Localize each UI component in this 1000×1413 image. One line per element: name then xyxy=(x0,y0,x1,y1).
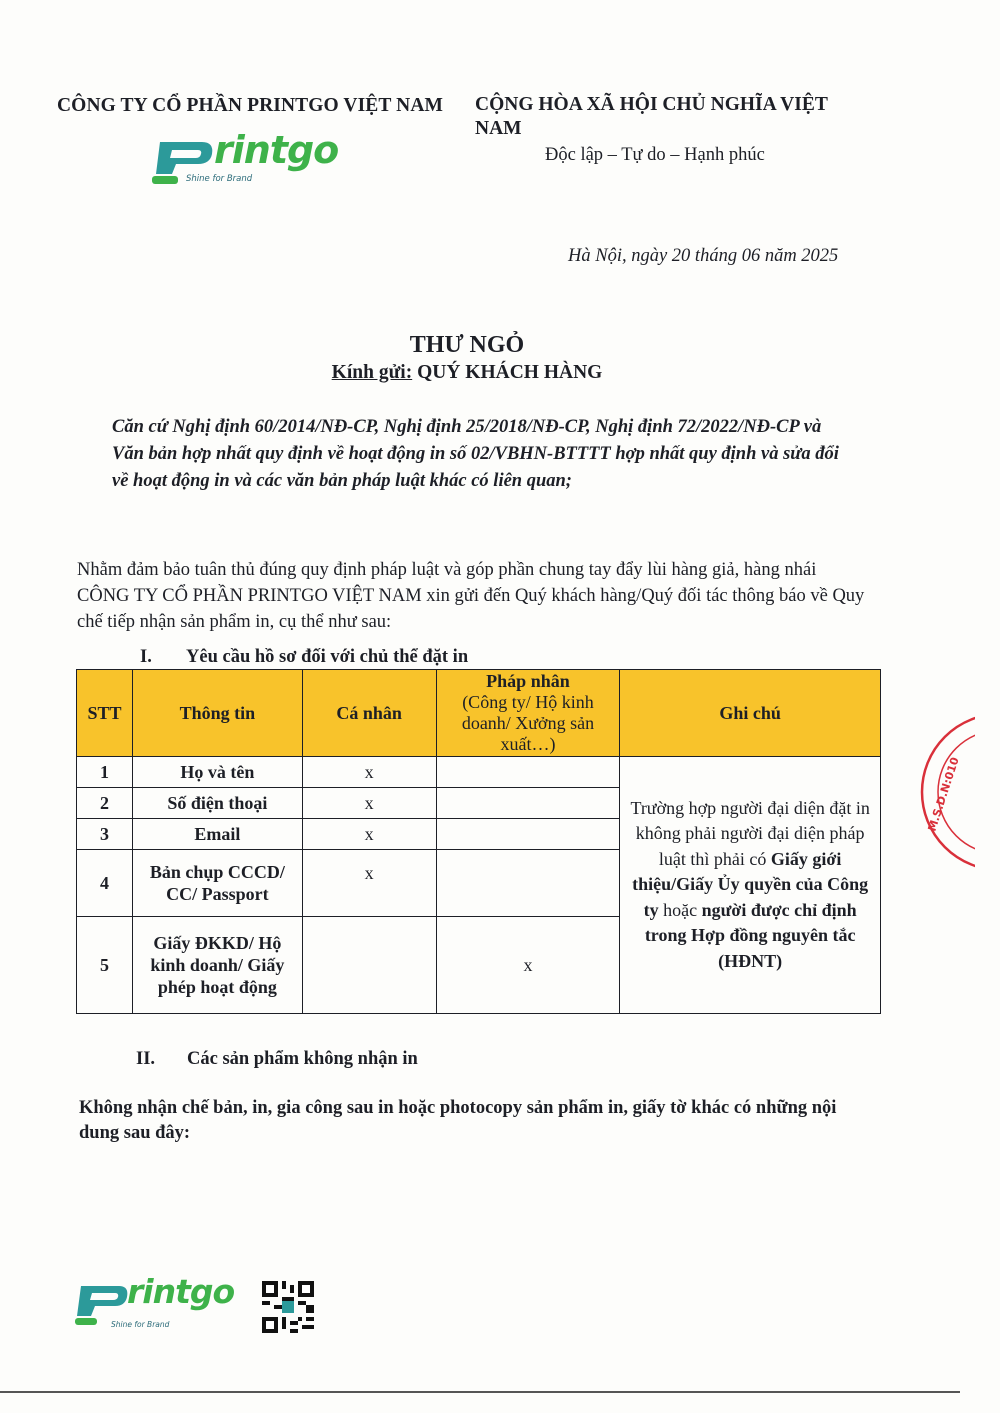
footer-logo-brand: rintgo xyxy=(127,1272,235,1311)
logo-tagline: Shine for Brand xyxy=(186,174,253,184)
row-individual: x xyxy=(302,819,436,850)
header-legal-entity xyxy=(436,670,620,757)
note-part-3: hoặc xyxy=(663,899,698,920)
company-name: CÔNG TY CỔ PHẦN PRINTGO VIỆT NAM xyxy=(57,95,444,116)
qr-code xyxy=(262,1281,314,1333)
header-info: Thông tin xyxy=(132,670,302,757)
section-2-number: II. xyxy=(136,1049,156,1069)
table-row xyxy=(77,757,881,788)
row-stt: 4 xyxy=(77,850,133,917)
printgo-logo xyxy=(152,128,367,190)
row-individual xyxy=(302,917,436,1014)
stamp-text: M.S.D.N:010 xyxy=(925,755,962,833)
row-legal-entity xyxy=(436,788,620,819)
section-2-title: Các sản phẩm không nhận in xyxy=(187,1049,418,1069)
row-stt: 1 xyxy=(77,757,133,788)
recipient-label: Kính gửi: xyxy=(331,362,413,383)
requirements-table xyxy=(76,669,881,1014)
note-part-4: người được chỉ định trong Hợp đồng nguyên tắc (HĐNT) xyxy=(644,899,857,971)
note-part-1: Trường hợp người đại diện đặt in không phải người đại diện pháp luật thì phải có xyxy=(630,797,870,869)
header-legal-entity-sub: (Công ty/ Hộ kinh doanh/ Xưởng sản xuất…) xyxy=(461,692,595,754)
row-legal-entity xyxy=(436,757,620,788)
row-legal-entity: x xyxy=(436,917,620,1014)
header-individual: Cá nhân xyxy=(302,670,436,757)
national-motto: Độc lập – Tự do – Hạnh phúc xyxy=(545,145,765,165)
section-1-number: I. xyxy=(140,647,152,667)
row-individual: x xyxy=(302,788,436,819)
footer-divider xyxy=(0,1391,960,1393)
header-legal-entity-title: Pháp nhân xyxy=(486,671,570,691)
row-info: Họ và tên xyxy=(132,757,302,788)
section-2-heading xyxy=(136,1049,418,1070)
row-info: Email xyxy=(132,819,302,850)
letter-date: Hà Nội, ngày 20 tháng 06 năm 2025 xyxy=(568,246,839,266)
footer-logo xyxy=(75,1272,255,1334)
row-info: Giấy ĐKKD/ Hộ kinh doanh/ Giấy phép hoạt động xyxy=(132,917,302,1014)
row-individual: x xyxy=(302,757,436,788)
intro-paragraph: Nhằm đảm bảo tuân thủ đúng quy định pháp luật và góp phần chung tay đẩy lùi hàng giả, hàng nhái CÔNG TY CỔ PHẦN PRINTGO VIỆT NAM xin gửi đến Quý khách hàng/Quý đối tác thông báo về Quy chế tiếp nhận sản phẩm in, cụ thể như sau: xyxy=(77,560,865,632)
letter-title: THƯ NGỎ xyxy=(409,332,525,358)
logo-brand-text: rintgo xyxy=(214,128,339,172)
stamp-seal xyxy=(915,712,975,882)
company-stamp xyxy=(915,712,975,882)
legal-basis: Căn cứ Nghị định 60/2014/NĐ-CP, Nghị định 25/2018/NĐ-CP, Nghị định 72/2022/NĐ-CP và Văn bản hợp nhất quy định về hoạt động in số 02/VBHN-BTTTT hợp nhất quy định và sửa đổi về hoạt động in và các văn bản pháp luật khác có liên quan; xyxy=(112,417,839,491)
row-info: Bản chụp CCCD/ CC/ Passport xyxy=(132,850,302,917)
recipient-line xyxy=(0,362,934,384)
row-individual: x xyxy=(302,850,436,917)
footer-logo-tagline: Shine for Brand xyxy=(111,1320,170,1329)
section-1-title: Yêu cầu hồ sơ đối với chủ thể đặt in xyxy=(186,647,469,667)
republic-heading: CỘNG HÒA XÃ HỘI CHỦ NGHĨA VIỆT NAM xyxy=(475,94,828,139)
table-note-cell xyxy=(620,757,881,1014)
row-legal-entity xyxy=(436,850,620,917)
qr-code-icon xyxy=(262,1281,314,1333)
header-stt: STT xyxy=(77,670,133,757)
header-note: Ghi chú xyxy=(620,670,881,757)
section-1-heading xyxy=(140,647,468,668)
row-info: Số điện thoại xyxy=(132,788,302,819)
row-legal-entity xyxy=(436,819,620,850)
recipient-name: QUÝ KHÁCH HÀNG xyxy=(417,362,603,383)
table-header-row xyxy=(77,670,881,757)
row-stt: 5 xyxy=(77,917,133,1014)
row-stt: 2 xyxy=(77,788,133,819)
row-stt: 3 xyxy=(77,819,133,850)
note-part-2: Giấy giới thiệu/Giấy Ủy quyền của Công ty xyxy=(632,848,869,920)
section-2-body: Không nhận chế bản, in, gia công sau in hoặc photocopy sản phẩm in, giấy tờ khác có những nội dung sau đây: xyxy=(79,1098,837,1143)
